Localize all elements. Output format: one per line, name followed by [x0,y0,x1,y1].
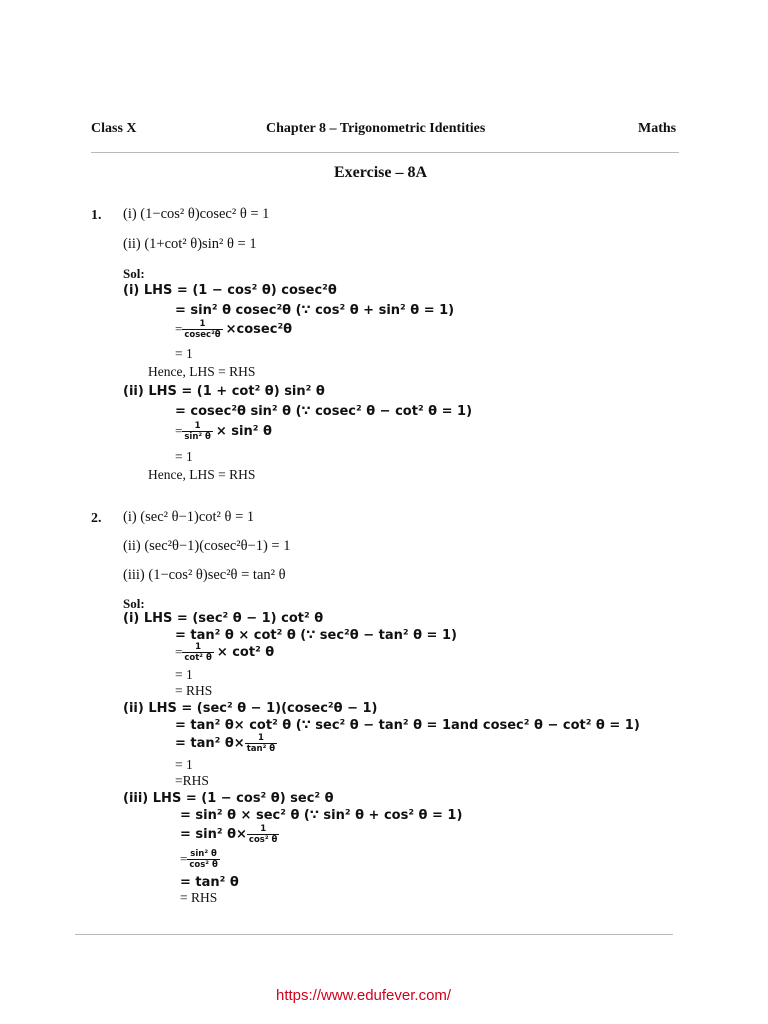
solution-line: (i) LHS = (1 − cos² θ) cosec²θ [123,283,337,298]
fraction: $\frac{1}{\text{cos² θ}}$ [248,824,278,845]
solution-line: = 1 [175,667,193,682]
question-part: (ii) (1+cot² θ)sin² θ = 1 [123,236,257,252]
header-subject: Maths [638,121,677,136]
solution-line: = 1 [175,757,193,772]
fraction: $\frac{1}{\text{tan² θ}}$ [246,733,276,754]
footer-divider [75,934,673,935]
solution-label: Sol: [123,596,145,611]
question-part: (ii) (sec²θ−1)(cosec²θ−1) = 1 [123,538,291,554]
fraction: $\frac{\text{sin² θ}}{\text{cos² θ}}$ [189,849,218,870]
footer-link[interactable]: https://www.edufever.com/ [276,987,452,1004]
solution-line: (ii) LHS = (sec² θ − 1)(cosec²θ − 1) [123,701,378,716]
question-part: (iii) (1−cos² θ)sec²θ = tan² θ [123,567,286,583]
solution-line: (ii) LHS = (1 + cot² θ) sin² θ [123,384,325,399]
solution-line-fraction: = $\frac{\text{sin² θ}}{\text{cos² θ}}$ [180,849,218,870]
header-class: Class X [91,121,137,136]
header-divider [91,152,679,153]
solution-line: (iii) LHS = (1 − cos² θ) sec² θ [123,791,334,806]
solution-line: = 1 [175,449,193,464]
conclusion: = RHS [180,890,218,905]
question-number: 2. [91,511,102,526]
conclusion: = RHS [175,683,213,698]
solution-line-fraction: = $\frac{1}{\text{cot² θ}}$ × cot² θ [175,642,275,663]
solution-line: (i) LHS = (sec² θ − 1) cot² θ [123,611,324,626]
solution-line: = tan² θ× cot² θ (∵ sec² θ − tan² θ = 1and cosec² θ − cot² θ = 1) [175,718,640,733]
solution-line-fraction: = $\frac{1}{\text{cosec²θ}}$ ×cosec²θ [175,319,293,340]
solution-line: = sin² θ cosec²θ (∵ cos² θ + sin² θ = 1) [175,303,455,318]
solution-line: = 1 [175,346,193,361]
conclusion: Hence, LHS = RHS [148,467,256,482]
conclusion: =RHS [175,773,209,788]
fraction: $\frac{1}{\text{cot² θ}}$ [184,642,212,663]
fraction: $\frac{1}{\text{sin² θ}}$ [184,421,211,442]
solution-line: = tan² θ × cot² θ (∵ sec²θ − tan² θ = 1) [175,628,457,643]
conclusion: Hence, LHS = RHS [148,364,256,379]
question-number: 1. [91,208,102,223]
question-part: (i) (1−cos² θ)cosec² θ = 1 [123,206,270,222]
solution-line-fraction: = $\frac{1}{\text{sin² θ}}$ × sin² θ [175,421,272,442]
solution-line: = tan² θ [180,875,239,890]
header-chapter: Chapter 8 – Trigonometric Identities [266,121,486,136]
fraction: $\frac{1}{\text{cosec²θ}}$ [184,319,221,340]
exercise-title: Exercise – 8A [334,164,428,181]
solution-label: Sol: [123,266,145,281]
solution-line: = sin² θ × sec² θ (∵ sin² θ + cos² θ = 1) [180,808,463,823]
solution-line: = cosec²θ sin² θ (∵ cosec² θ − cot² θ = 1) [175,404,473,419]
question-part: (i) (sec² θ−1)cot² θ = 1 [123,509,255,525]
solution-line-fraction: = sin² θ× $\frac{1}{\text{cos² θ}}$ [180,824,278,845]
solution-line-fraction: = tan² θ× $\frac{1}{\text{tan² θ}}$ [175,733,276,754]
